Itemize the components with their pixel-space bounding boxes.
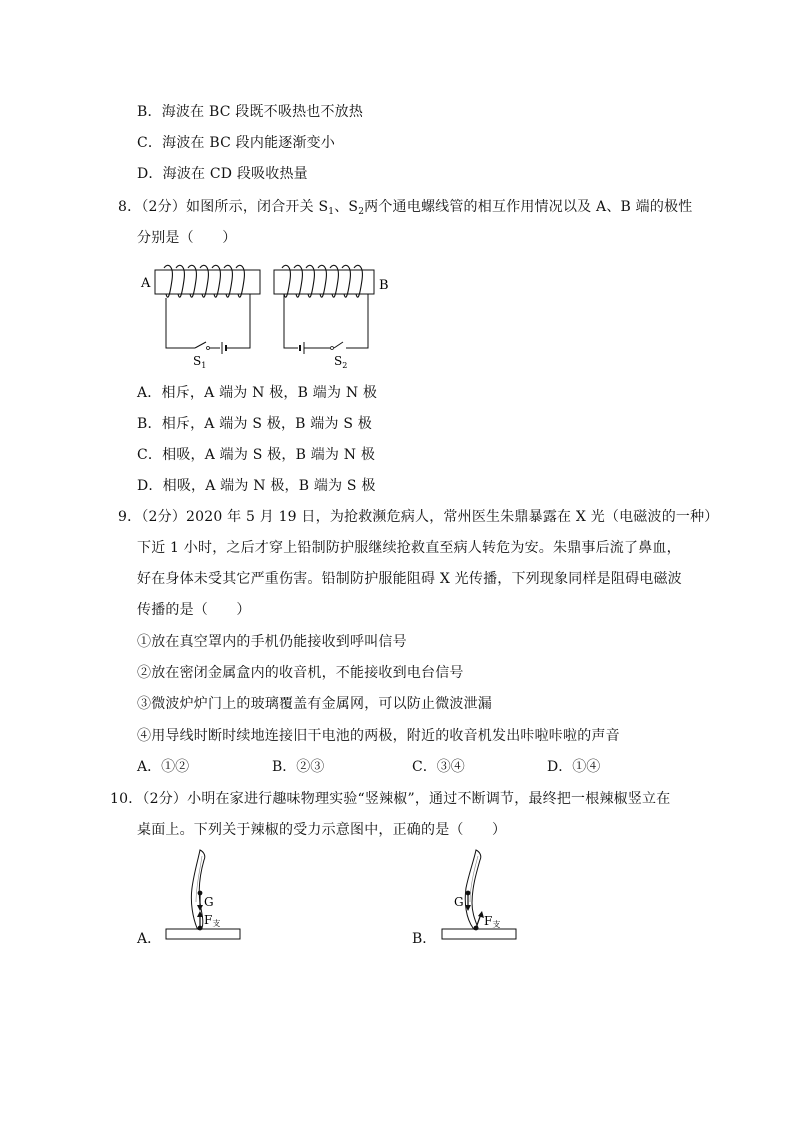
q8-solenoid-figure [140,262,400,372]
q9-option-c: C．③④ [412,759,465,775]
q10-stem-line2: 桌面上。下列关于辣椒的受力示意图中，正确的是（ ） [137,822,507,838]
gravity-label-a: G [204,895,214,909]
right-circuit-wire [284,294,298,348]
q7-option-b: B．海波在 BC 段既不吸热也不放热 [137,104,364,120]
q10-option-a-label: A． [137,931,162,947]
q8-stem-line2: 分别是（ ） [137,230,237,246]
q9-option-a: A．①② [137,759,190,775]
switch-s2 [334,342,343,348]
q9-stem-line1: 9．（2分）2020 年 5 月 19 日，为抢救濒危病人，常州医生朱鼎暴露在 X 光（电磁波的一种） [118,509,719,525]
table-a [166,929,240,939]
q8-option-b: B．相斥，A 端为 S 极，B 端为 S 极 [137,416,372,432]
q9-option-b: B．②③ [272,759,325,775]
q10-stem-line1: 10．（2分）小明在家进行趣味物理实验“竖辣椒”，通过不断调节，最终把一根辣椒竖立在 [110,791,671,807]
label-s1: $S_1$ [193,354,207,370]
q9-item-2: ②放在密闭金属盒内的收音机，不能接收到电台信号 [137,665,464,681]
q9-stem-line2: 下近 1 小时，之后才穿上铅制防护服继续抢救直至病人转危为安。朱鼎事后流了鼻血， [137,540,681,556]
label-s2: $S_2$ [334,354,348,370]
chili-pepper-a [191,850,204,930]
q8-stem-line1: 8．（2分）如图所示，闭合开关 $S_1$、$S_2$两个通电螺线管的相互作用情况以及 A、B 端的极性 [118,199,693,217]
table-b [442,929,516,939]
q10-figure-b [436,848,526,943]
q9-option-d: D．①④ [547,759,601,775]
switch-s1 [195,342,206,348]
q8-option-a: A．相斥，A 端为 N 极，B 端为 N 极 [137,385,378,401]
q9-item-1: ①放在真空罩内的手机仍能接收到呼叫信号 [137,634,407,650]
q8-option-d: D．相吸，A 端为 N 极，B 端为 S 极 [137,478,376,494]
left-circuit-wire [166,298,195,348]
chili-pepper-b [465,850,481,930]
q9-stem-line3: 好在身体未受其它严重伤害。铅制防护服能阻碍 X 光传播，下列现象同样是阻碍电磁波 [137,571,682,587]
gravity-label-b: G [454,895,464,909]
q8-option-c: C．相吸，A 端为 S 极，B 端为 N 极 [137,447,376,463]
support-label-a: F支 [204,913,221,928]
q9-item-3: ③微波炉炉门上的玻璃覆盖有金属网，可以防止微波泄漏 [137,696,492,712]
q7-option-d: D．海波在 CD 段吸收热量 [137,166,308,182]
q10-option-b-label: B． [412,931,437,947]
label-a: A [141,276,151,291]
support-label-b: F支 [484,914,501,929]
label-b: B [379,278,389,293]
left-circuit-wire-right [230,294,250,348]
q9-stem-line4: 传播的是（ ） [137,602,251,618]
q9-item-4: ④用导线时断时续地连接旧干电池的两极，附近的收音机发出咔啦咔啦的声音 [137,728,620,744]
q7-option-c: C．海波在 BC 段内能逐渐变小 [137,135,336,151]
q10-figure-a [160,848,250,943]
